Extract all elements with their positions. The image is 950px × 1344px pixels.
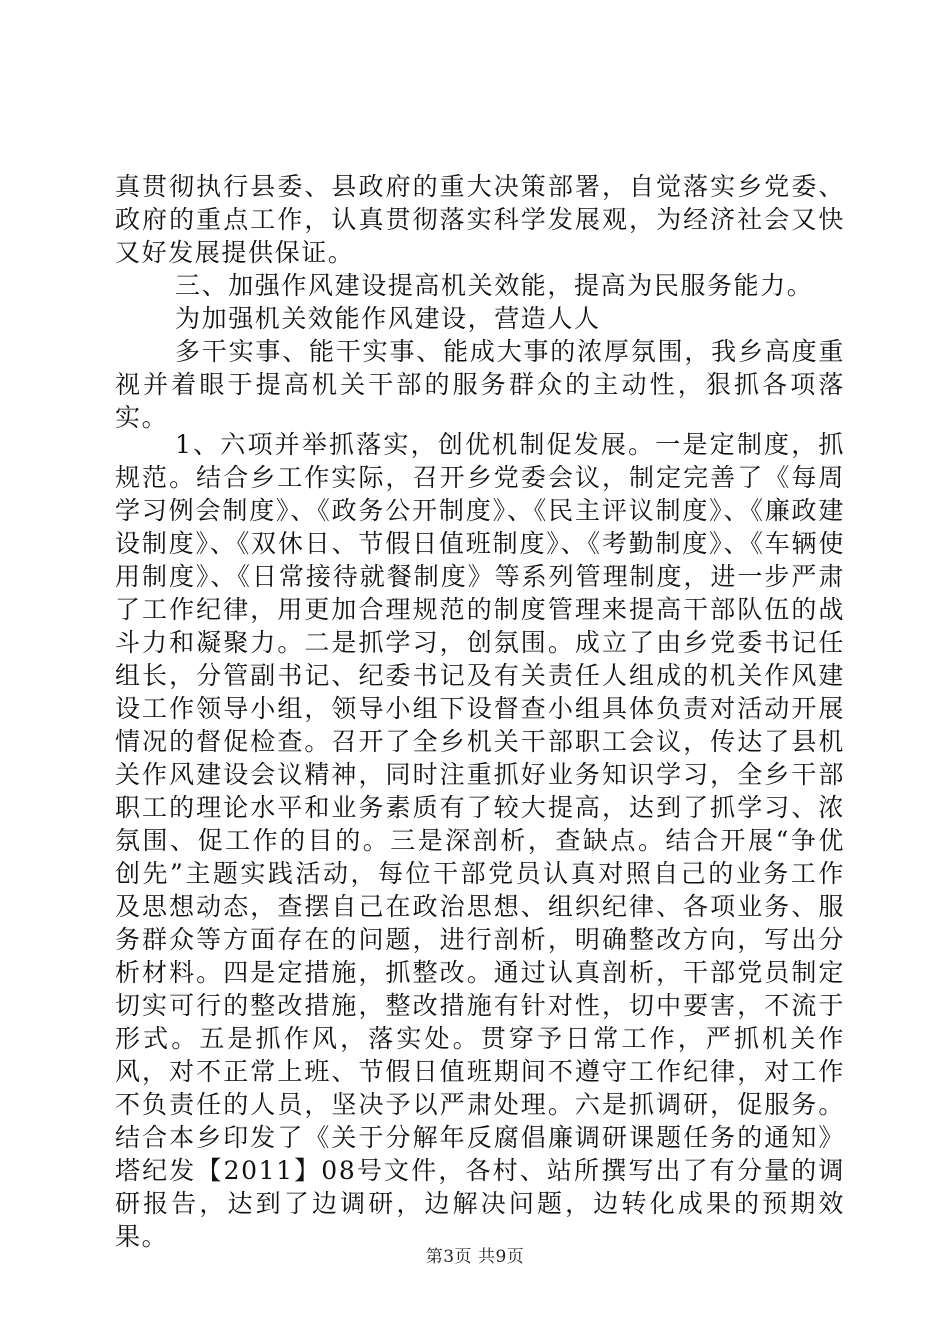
- intro-line: 为加强机关效能作风建设，营造人人: [175, 304, 601, 333]
- section-one-paragraph: [115, 428, 845, 1253]
- section-heading-three: 三、加强作风建设提高机关效能，提高为民服务能力。: [175, 271, 814, 300]
- paragraph-continuation: [115, 170, 845, 269]
- page-number-footer: 第3页 共9页: [425, 1247, 525, 1267]
- paragraph-text: 真贯彻执行县委、县政府的重大决策部署，自觉落实乡党委、政府的重点工作，认真贯彻落实科学发展观，为经济社会又快又好发展提供保证。: [115, 172, 845, 267]
- intro-paragraph-text: 多干实事、能干实事、能成大事的浓厚氛围，我乡高度重视并着眼于提高机关干部的服务群众的主动性，狠抓各项落实。: [115, 337, 845, 432]
- section-one-text: 1、六项并举抓落实，创优机制促发展。一是定制度，抓规范。结合乡工作实际，召开乡党委会议，制定完善了《每周学习例会制度》、《政务公开制度》、《民主评议制度》、《廉政建设制度》、《双休日、节假日值班制度》、《考勤制度》、《车辆使用制度》、《日常接待就餐制度》等系列管理制度，进一步严肃了工作纪律，用更加合理规范的制度管理来提高干部队伍的战斗力和凝聚力。二是抓学习，创氛围。成立了由乡党委书记任组长，分管副书记、纪委书记及有关责任人组成的机关作风建设工作领导小组，领导小组下设督查小组具体负责对活动开展情况的督促检查。召开了全乡机关干部职工会议，传达了县机关作风建设会议精神，同时注重抓好业务知识学习，全乡干部职工的理论水平和业务素质有了较大提高，达到了抓学习、浓氛围、促工作的目的。三是深剖析，查缺点。结合开展“争优创先”主题实践活动，每位干部党员认真对照自己的业务工作及思想动态，查摆自己在政治思想、组织纪律、各项业务、服务群众等方面存在的问题，进行剖析，明确整改方向，写出分析材料。四是定措施，抓整改。通过认真剖析，干部党员制定切实可行的整改措施，整改措施有针对性，切中要害，不流于形式。五是抓作风，落实处。贯穿予日常工作，严抓机关作风，对不正常上班、节假日值班期间不遵守工作纪律，对工作不负责任的人员，坚决予以严肃处理。六是抓调研，促服务。结合本乡印发了《关于分解年反腐倡廉调研课题任务的通知》塔纪发【2011】08号文件，各村、站所撰写出了有分量的调研报告，达到了边调研，边解决问题，边转化成果的预期效果。: [115, 430, 845, 1251]
- intro-paragraph: [115, 335, 845, 434]
